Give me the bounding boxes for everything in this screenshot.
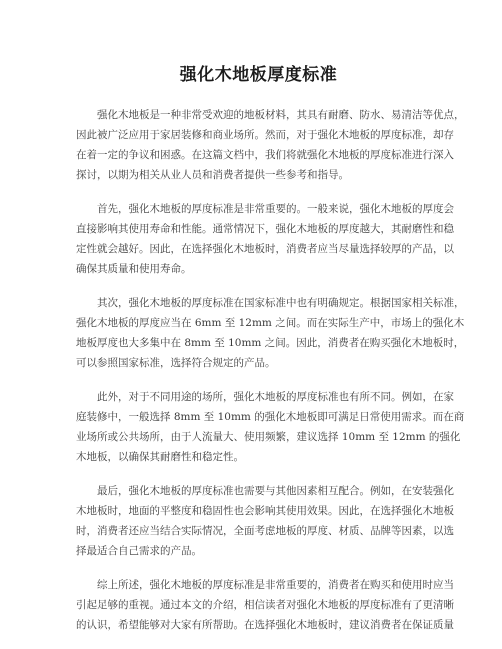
paragraph-line: 此外，对于不同用途的场所，强化木地板的厚度标准也有所不同。例如，在家 xyxy=(97,391,454,403)
paragraph-line: 强化木地板是一种非常受欢迎的地板材料，其具有耐磨、防水、易清洁等优点， xyxy=(97,109,465,121)
paragraph-line: 的认识，希望能够对大家有所帮助。在选择强化木地板时，建议消费者在保证质量 xyxy=(76,619,454,631)
paragraph-line: 其次，强化木地板的厚度标准在国家标准中也有明确规定。根据国家相关标准， xyxy=(97,297,465,309)
paragraph-line: 探讨，以期为相关从业人员和消费者提供一些参考和指导。 xyxy=(76,169,349,181)
paragraph-line: 时，消费者还应当结合实际情况，全面考虑地板的厚度、材质、品牌等因素，以选 xyxy=(76,525,454,537)
paragraph-line: 确保其质量和使用寿命。 xyxy=(76,263,192,275)
paragraph-line: 在着一定的争议和困惑。在这篇文档中，我们将就强化木地板的厚度标准进行深入 xyxy=(76,149,454,161)
document-body xyxy=(76,105,465,635)
paragraph-line: 直接影响其使用寿命和性能。通常情况下，强化木地板的厚度越大，其耐磨性和稳 xyxy=(76,223,454,235)
paragraph-line: 因此被广泛应用于家居装修和商业场所。然而，对于强化木地板的厚度标准，却存 xyxy=(76,129,454,141)
paragraph xyxy=(76,199,454,279)
paragraph-line: 木地板，以确保其耐磨性和稳定性。 xyxy=(76,451,244,463)
paragraph-line: 强化木地板的厚度应当在 6mm 至 12mm 之间。而在实际生产中，市场上的强化木 xyxy=(76,317,465,329)
paragraph-line: 首先，强化木地板的厚度标准是非常重要的。一般来说，强化木地板的厚度会 xyxy=(97,203,454,215)
paragraph xyxy=(76,387,465,467)
paragraph-line: 业场所或公共场所，由于人流量大、使用频繁，建议选择 10mm 至 12mm 的强化 xyxy=(76,431,461,443)
paragraph-line: 庭装修中，一般选择 8mm 至 10mm 的强化木地板即可满足日常使用需求。而在商 xyxy=(76,411,465,423)
paragraph xyxy=(76,575,454,635)
paragraph-line: 择最适合自己需求的产品。 xyxy=(76,545,202,557)
paragraph-line: 地板厚度也大多集中在 8mm 至 10mm 之间。因此，消费者在购买强化木地板时， xyxy=(76,337,465,349)
document-title: 强化木地板厚度标准 xyxy=(179,65,338,85)
paragraph-line: 定性就会越好。因此，在选择强化木地板时，消费者应当尽量选择较厚的产品，以 xyxy=(76,243,454,255)
paragraph-line: 引起足够的重视。通过本文的介绍，相信读者对强化木地板的厚度标准有了更清晰 xyxy=(76,599,454,611)
paragraph xyxy=(76,105,465,185)
paragraph xyxy=(76,481,454,561)
paragraph-line: 可以参照国家标准，选择符合规定的产品。 xyxy=(76,357,276,369)
paragraph-line: 木地板时，地面的平整度和稳固性也会影响其使用效果。因此，在选择强化木地板 xyxy=(76,505,454,517)
paragraph-line: 最后，强化木地板的厚度标准也需要与其他因素相互配合。例如，在安装强化 xyxy=(97,485,454,497)
paragraph-line: 综上所述，强化木地板的厚度标准是非常重要的，消费者在购买和使用时应当 xyxy=(97,579,454,591)
paragraph xyxy=(76,293,465,373)
